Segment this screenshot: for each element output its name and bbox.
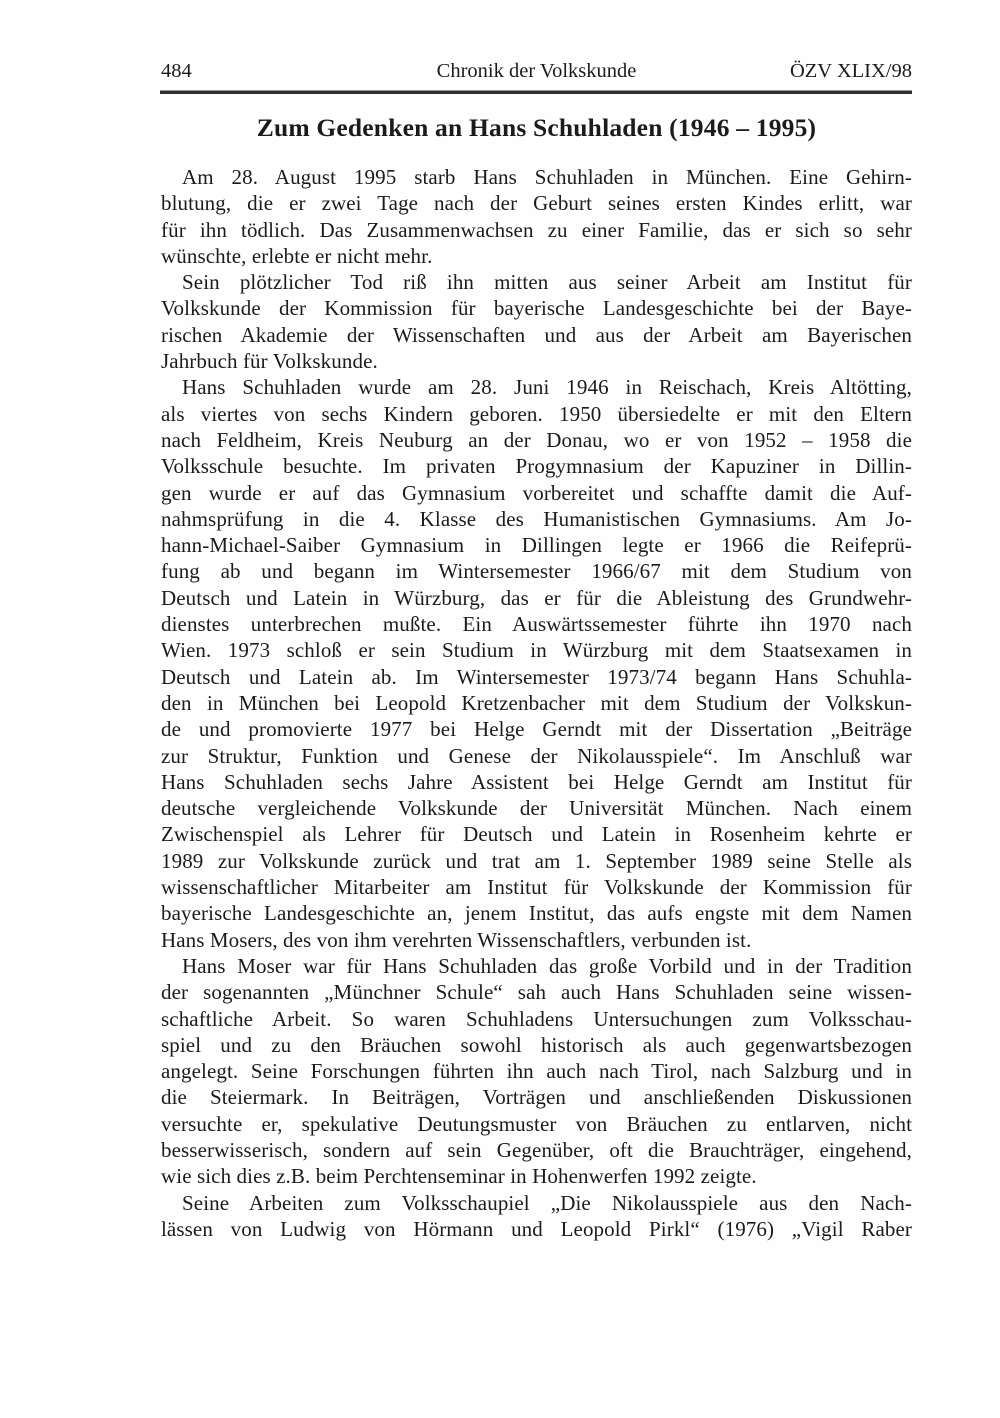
text-line: Am 28. August 1995 starb Hans Schuhladen in München. Eine Gehirn- (182, 165, 912, 189)
text-line: versuchte er, spekulative Deutungsmuster von Bräuchen zu entlarven, nicht (161, 1111, 912, 1136)
article-body (161, 164, 912, 1242)
text-line: der sogenannten „Münchner Schule“ sah auch Hans Schuhladen seine wissen- (161, 980, 912, 1005)
text-line: bayerische Landesgeschichte an, jenem Institut, das aufs engste mit dem Namen (161, 901, 912, 926)
text-line: Deutsch und Latein in Würzburg, das er für die Ableistung des Grundwehr- (161, 585, 912, 610)
header-rule (160, 90, 912, 94)
text-line: nach Feldheim, Kreis Neuburg an der Donau, wo er von 1952 – 1958 die (161, 427, 912, 452)
text-line: lässen von Ludwig von Hörmann und Leopold Pirkl“ (1976) „Vigil Raber (161, 1216, 912, 1241)
paragraph (161, 1190, 912, 1243)
text-line: angelegt. Seine Forschungen führten ihn auch nach Tirol, nach Salzburg und in (161, 1059, 912, 1084)
text-line: zur Struktur, Funktion und Genese der Nikolausspiele“. Im Anschluß war (161, 743, 912, 768)
running-title: Chronik der Volkskunde (436, 60, 637, 82)
text-line: schaftliche Arbeit. So waren Schuhladens Untersuchungen zum Volksschau- (161, 1006, 912, 1031)
text-line: hann-Michael-Saiber Gymnasium in Dillingen legte er 1966 die Reifeprü- (161, 533, 912, 558)
text-line: Hans Mosers, des von ihm verehrten Wissenschaftlers, verbunden ist. (161, 927, 752, 952)
text-line: Deutsch und Latein ab. Im Wintersemester 1973/74 begann Hans Schuhla- (161, 664, 912, 689)
page-header (161, 58, 912, 84)
text-line: wie sich dies z.B. beim Perchtenseminar in Hohenwerfen 1992 zeigte. (161, 1164, 757, 1189)
text-line: wissenschaftlicher Mitarbeiter am Institut für Volkskunde der Kommission für (161, 875, 912, 900)
text-line: Hans Moser war für Hans Schuhladen das große Vorbild und in der Tradition (182, 953, 912, 978)
text-line: Hans Schuhladen sechs Jahre Assistent bei Helge Gerndt am Institut für (161, 769, 912, 794)
paragraph (161, 374, 912, 953)
text-line: als viertes von sechs Kindern geboren. 1950 übersiedelte er mit den Eltern (161, 401, 912, 426)
page-number: 484 (161, 60, 192, 82)
text-line: blutung, die er zwei Tage nach der Geburt seines ersten Kindes erlitt, war (161, 191, 912, 216)
article-title: Zum Gedenken an Hans Schuhladen (1946 – 1995) (256, 113, 817, 142)
text-line: gen wurde er auf das Gymnasium vorbereitet und schaffte damit die Auf- (161, 480, 912, 505)
text-line: deutsche vergleichende Volkskunde der Universität München. Nach einem (161, 796, 912, 821)
text-line: Volksschule besuchte. Im privaten Progymnasium der Kapuziner in Dillin- (161, 454, 912, 479)
text-line: 1989 zur Volkskunde zurück und trat am 1. September 1989 seine Stelle als (161, 848, 912, 873)
text-line: die Steiermark. In Beiträgen, Vorträgen und anschließenden Diskussionen (161, 1085, 912, 1110)
text-line: für ihn tödlich. Das Zusammenwachsen zu einer Familie, das er sich so sehr (161, 217, 912, 242)
journal-issue-label: ÖZV XLIX/98 (789, 60, 912, 82)
text-line: spiel und zu den Bräuchen sowohl historisch als auch gegenwartsbezogen (161, 1032, 912, 1057)
text-line: fung ab und begann im Wintersemester 1966/67 mit dem Studium von (161, 559, 912, 584)
text-line: dienstes unterbrechen mußte. Ein Auswärtssemester führte ihn 1970 nach (161, 612, 912, 637)
text-line: Volkskunde der Kommission für bayerische Landesgeschichte bei der Baye- (161, 296, 912, 321)
text-line: nahmsprüfung in die 4. Klasse des Humanistischen Gymnasiums. Am Jo- (161, 506, 912, 531)
text-line: den in München bei Leopold Kretzenbacher mit dem Studium der Volkskun- (161, 690, 912, 715)
text-line: Hans Schuhladen wurde am 28. Juni 1946 in Reischach, Kreis Altötting, (182, 375, 912, 400)
text-line: rischen Akademie der Wissenschaften und aus der Arbeit am Bayerischen (161, 322, 912, 347)
paragraph (161, 164, 912, 269)
text-line: Wien. 1973 schloß er sein Studium in Würzburg mit dem Staatsexamen in (161, 638, 912, 663)
text-line: Sein plötzlicher Tod riß ihn mitten aus seiner Arbeit am Institut für (182, 270, 912, 295)
text-line: besserwisserisch, sondern auf sein Gegenüber, oft die Brauchträger, eingehend, (161, 1137, 912, 1162)
paragraph (161, 953, 912, 1190)
text-line: Zwischenspiel als Lehrer für Deutsch und Latein in Rosenheim kehrte er (161, 822, 912, 847)
paragraph (161, 269, 912, 374)
text-line: Seine Arbeiten zum Volksschaupiel „Die Nikolausspiele aus den Nach- (182, 1190, 912, 1215)
text-line: wünschte, erlebte er nicht mehr. (161, 243, 433, 268)
text-line: Jahrbuch für Volkskunde. (161, 349, 378, 374)
text-line: de und promovierte 1977 bei Helge Gerndt mit der Dissertation „Beiträge (161, 717, 912, 742)
